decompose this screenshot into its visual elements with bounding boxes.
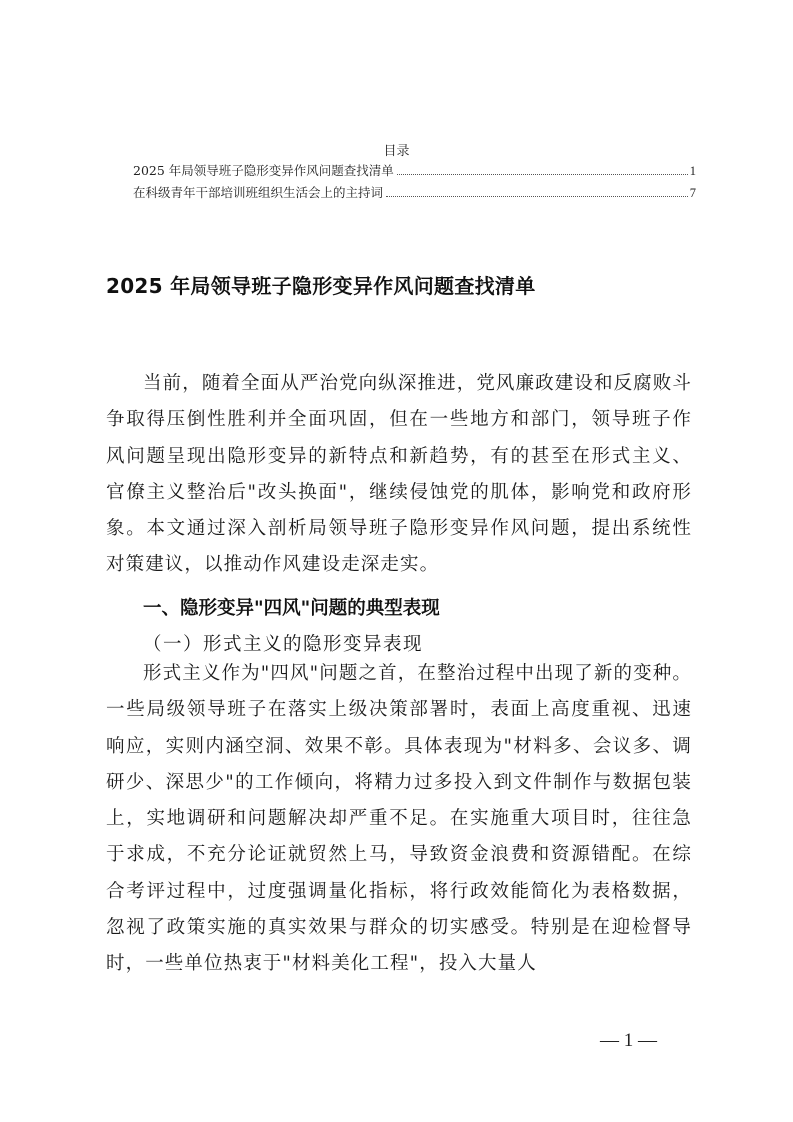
intro-paragraph: 当前，随着全面从严治党向纵深推进，党风廉政建设和反腐败斗争取得压倒性胜利并全面巩固，但在一些地方和部门，领导班子作风问题呈现出隐形变异的新特点和新趋势，有的甚至在形式主义、官僚主义整治后"改头换面"，继续侵蚀党的肌体，影响党和政府形象。本文通过深入剖析局领导班子隐形变异作风问题，提出系统性对策建议，以推动作风建设走深走实。 <box>106 373 692 576</box>
document-title: 2025 年局领导班子隐形变异作风问题查找清单 <box>106 274 536 298</box>
subsection-paragraph: 形式主义作为"四风"问题之首，在整治过程中出现了新的变种。一些局级领导班子在落实上级决策部署时，表面上高度重视、迅速响应，实则内涵空洞、效果不彰。具体表现为"材料多、会议多、调研少、深思少"的工作倾向，将精力过多投入到文件制作与数据包装上，实地调研和问题解决却严重不足。在实施重大项目时，往往急于求成，不充分论证就贸然上马，导致资金浪费和资源错配。在综合考评过程中，过度强调量化指标，将行政效能简化为表格数据，忽视了政策实施的真实效果与群众的切实感受。特别是在迎检督导时，一些单位热衷于"材料美化工程"，投入大量人 <box>106 663 692 975</box>
toc-leader-dots <box>386 195 688 197</box>
toc-entry-page: 7 <box>689 186 696 200</box>
toc-entry-page: 1 <box>689 164 696 178</box>
toc-leader-dots <box>397 173 688 175</box>
toc-entry-text[interactable]: 在科级青年干部培训班组织生活会上的主持词 <box>133 185 384 200</box>
toc-entry-text[interactable]: 2025 年局领导班子隐形变异作风问题查找清单 <box>133 163 394 178</box>
section-heading: 一、隐形变异"四风"问题的典型表现 <box>143 598 440 619</box>
subsection-heading: （一）形式主义的隐形变异表现 <box>143 634 424 655</box>
toc-entry[interactable] <box>133 161 696 179</box>
toc-title: 目录 <box>383 144 410 159</box>
page-number: — 1 — <box>600 1030 657 1051</box>
toc-entry[interactable] <box>133 183 696 201</box>
